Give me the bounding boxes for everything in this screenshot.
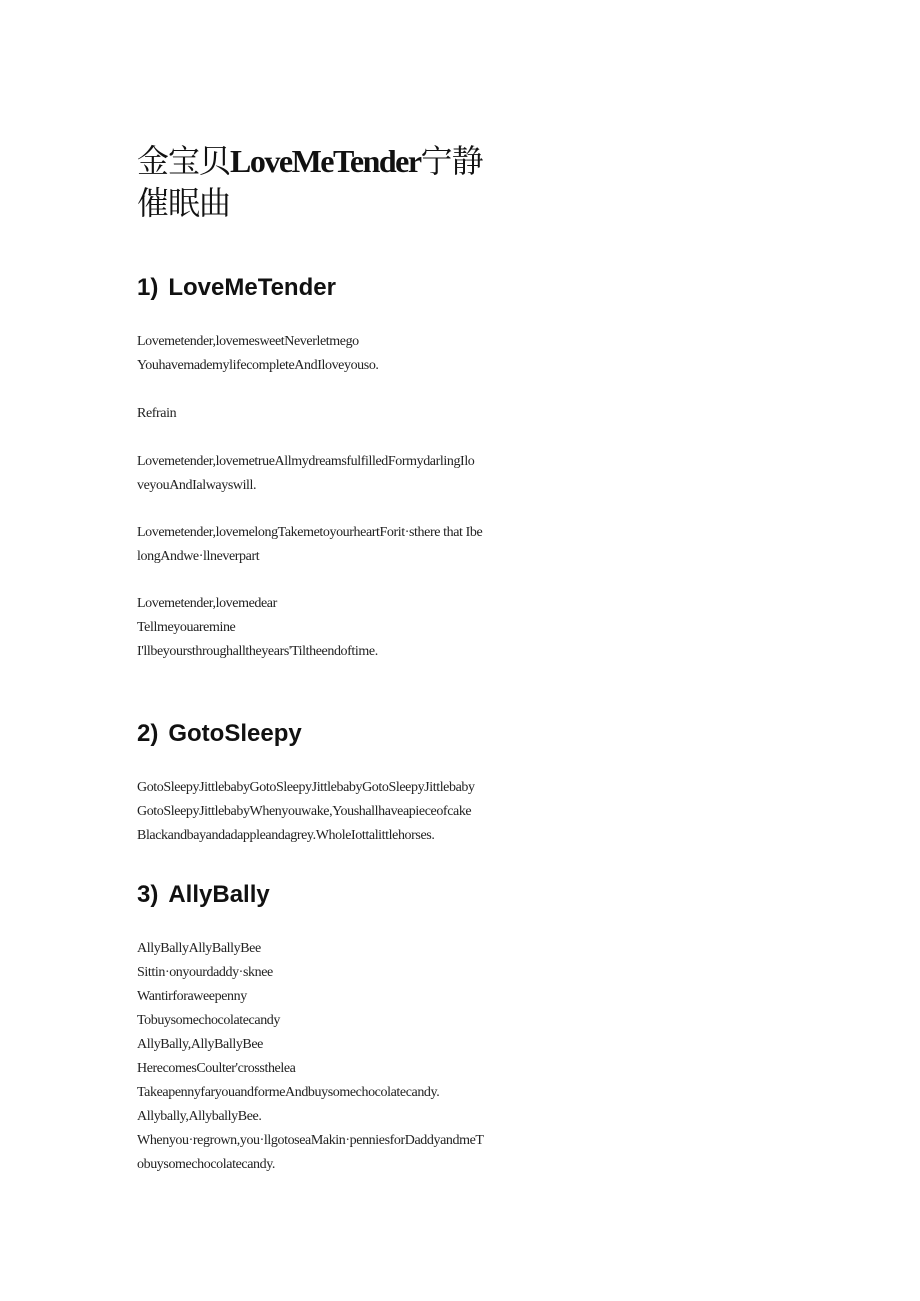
verse-line: Lovemetender,lovemetrueAllmydreamsfulfilledFormydarlingIlo [137,454,475,469]
verse-paragraph [137,450,547,498]
section-title: LoveMeTender [168,274,336,301]
verse-line: veyouAndIalwayswill. [137,478,257,493]
section-number: 1) [137,274,159,301]
title-chinese-suffix: 宁静 [420,142,483,180]
verse-line: Sittin·onyourdaddy·sknee [137,965,273,980]
section-title: AllyBally [168,881,270,908]
verse-line: Lovemetender,lovemelongTakemetoyourheartForit·sthere that Ibe [137,525,483,540]
verse-paragraph [137,521,547,569]
verse-line: I'llbeyoursthroughalltheyears'Tiltheendoftime. [137,644,378,659]
section-number: 2) [137,720,159,747]
title-chinese-prefix: 金宝贝 [137,142,231,180]
refrain-label [137,402,547,426]
verse-paragraph [137,937,547,1177]
verse-line: GotoSleepyJittlebabyGotoSleepyJittlebabyGotoSleepyJittlebaby [137,780,475,795]
verse-line: Allybally,AllyballyBee. [137,1109,262,1124]
title-chinese-second-line: 催眠曲 [137,184,231,222]
section-title: GotoSleepy [168,720,302,747]
verse-line: HerecomesCoulter'crossthelea [137,1061,296,1076]
verse-line: AllyBally,AllyBallyBee [137,1037,263,1052]
verse-line: Refrain [137,406,177,421]
verse-paragraph [137,592,547,664]
section-heading-love-me-tender [137,273,336,303]
title-latin: LoveMeTender [230,143,421,179]
verse-line: YouhavemademylifecompleteAndIloveyouso. [137,358,379,373]
verse-line: TakeapennyfaryouandformeAndbuysomechocolatecandy. [137,1085,440,1100]
verse-paragraph [137,330,547,378]
verse-line: Whenyou·regrown,you·llgotoseaMakin·penniesforDaddyandmeT [137,1133,484,1148]
verse-line: Tobuysomechocolatecandy [137,1013,280,1028]
verse-line: GotoSleepyJittlebabyWhenyouwake,Youshallhaveapieceofcake [137,804,472,819]
verse-line: longAndwe·llneverpart [137,549,260,564]
verse-line: Tellmeyouaremine [137,620,236,635]
verse-line: Lovemetender,lovemesweetNeverletmego [137,334,359,349]
section-number: 3) [137,881,159,908]
verse-line: Lovemetender,lovemedear [137,596,277,611]
verse-line: Wantirforaweepenny [137,989,247,1004]
section-heading-ally-bally [137,880,270,910]
verse-paragraph [137,776,547,848]
verse-line: AllyBallyAllyBallyBee [137,941,261,956]
document-title [137,140,557,224]
verse-line: obuysomechocolatecandy. [137,1157,276,1172]
verse-line: Blackandbayandadappleandagrey.WholeIottalittlehorses. [137,828,435,843]
section-heading-go-to-sleepy [137,719,302,749]
